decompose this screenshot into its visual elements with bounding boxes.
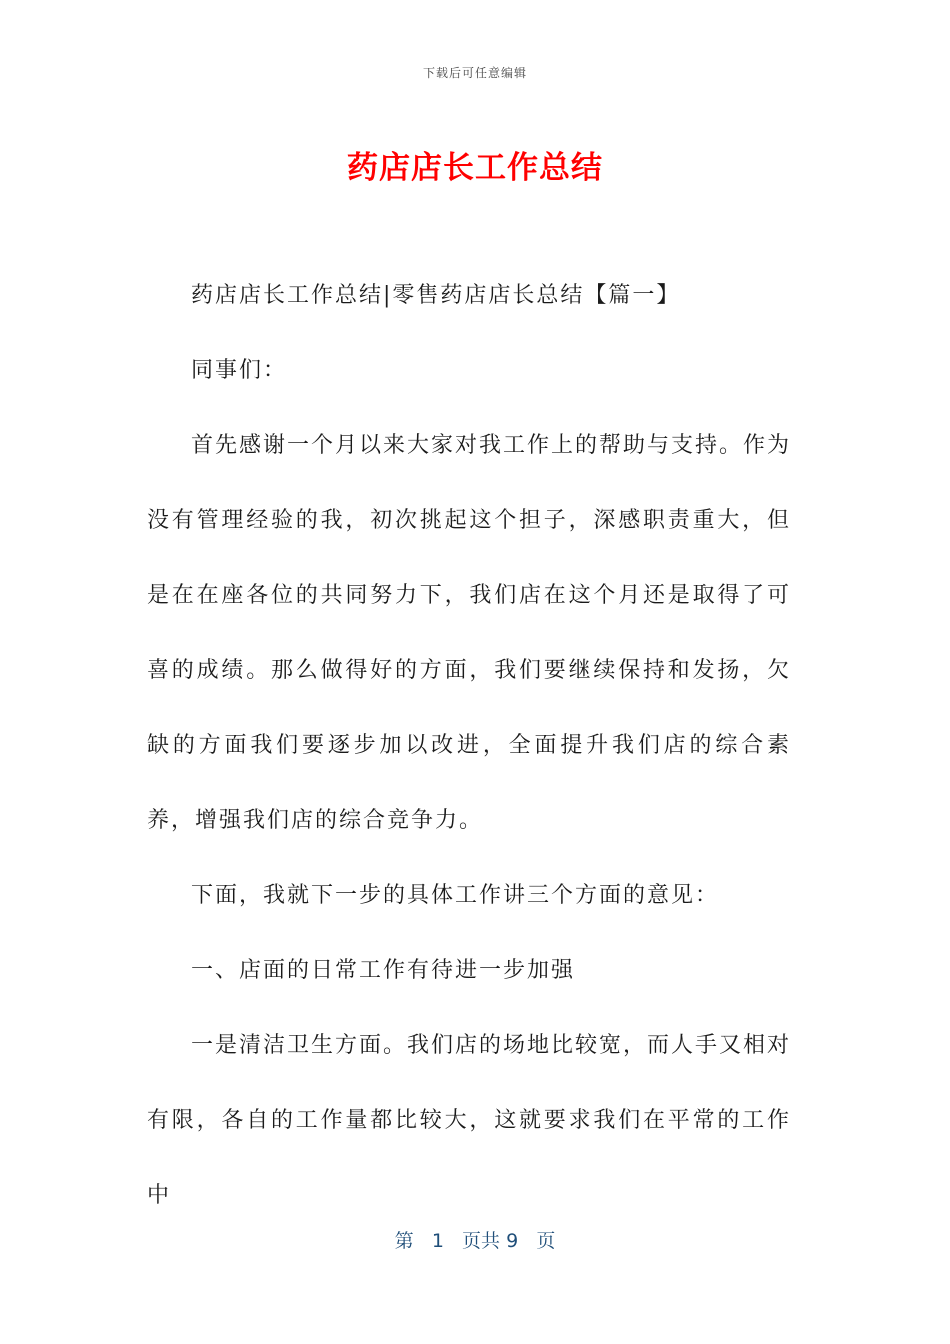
paragraph-subtitle: 药店店长工作总结|零售药店店长总结【篇一】 xyxy=(191,283,681,308)
document-title: 药店店长工作总结 xyxy=(347,150,603,186)
total-pages-number: 9 xyxy=(506,1230,519,1252)
paragraph-section-one-heading: 一、店面的日常工作有待进一步加强 xyxy=(191,958,576,983)
footer-label-suffix: 页 xyxy=(536,1230,556,1252)
document-body xyxy=(147,258,791,1233)
paragraph-cleaning: 一是清洁卫生方面。我们店的场地比较宽，而人手又相对有限，各自的工作量都比较大，这就要求我们在平常的工作中 xyxy=(147,1033,792,1208)
paragraph-salutation: 同事们： xyxy=(191,358,288,383)
current-page-number: 1 xyxy=(431,1230,444,1252)
paragraph-intro: 下面，我就下一步的具体工作讲三个方面的意见： xyxy=(191,883,720,908)
footer-label-middle: 页共 xyxy=(462,1230,501,1252)
paragraph-thanks: 首先感谢一个月以来大家对我工作上的帮助与支持。作为没有管理经验的我，初次挑起这个担子，深感职责重大，但是在在座各位的共同努力下，我们店在这个月还是取得了可喜的成绩。那么做得好的方面，我们要继续保持和发扬，欠缺的方面我们要逐步加以改进，全面提升我们店的综合素养，增强我们店的综合竞争力。 xyxy=(147,433,792,833)
header-note: 下载后可任意编辑 xyxy=(422,66,527,80)
page-footer xyxy=(0,1226,950,1253)
footer-label-prefix: 第 xyxy=(394,1230,414,1252)
